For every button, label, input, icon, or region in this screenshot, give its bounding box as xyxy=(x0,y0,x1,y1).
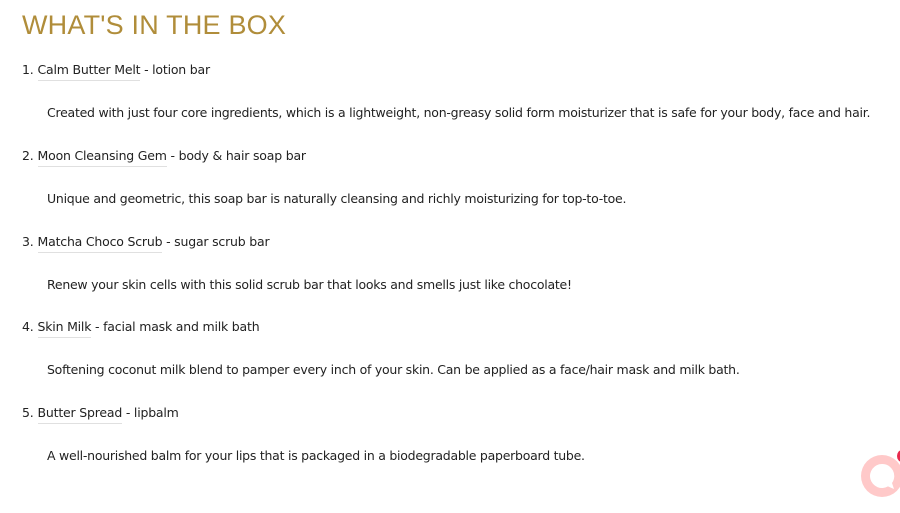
product-link[interactable]: Moon Cleansing Gem xyxy=(38,148,167,167)
item-type: - lotion bar xyxy=(140,62,210,77)
item-heading xyxy=(22,60,210,80)
item-description: Renew your skin cells with this solid scrub bar that looks and smells just like chocolate! xyxy=(47,276,572,292)
product-link[interactable]: Calm Butter Melt xyxy=(38,62,141,81)
product-link[interactable]: Butter Spread xyxy=(38,405,123,424)
box-contents-list xyxy=(22,60,900,489)
product-link[interactable]: Skin Milk xyxy=(38,319,92,338)
item-type: - lipbalm xyxy=(122,405,179,421)
section-title: WHAT'S IN THE BOX xyxy=(22,10,287,40)
list-item xyxy=(22,60,900,146)
chat-bubble-icon xyxy=(858,452,900,500)
item-number: 4. xyxy=(22,319,34,335)
item-description: Unique and geometric, this soap bar is naturally cleansing and richly moisturizing for top-to-toe. xyxy=(47,190,627,206)
item-type: - body & hair soap bar xyxy=(166,147,306,163)
list-item xyxy=(22,146,900,232)
item-number: 5. xyxy=(22,405,34,421)
chat-widget-button[interactable] xyxy=(858,452,900,500)
product-link[interactable]: Matcha Choco Scrub xyxy=(38,234,163,253)
item-number: 3. xyxy=(22,233,34,249)
item-number: 1. xyxy=(22,62,34,77)
item-type: - sugar scrub bar xyxy=(162,233,270,249)
item-number: 2. xyxy=(22,147,34,163)
list-item xyxy=(22,403,900,489)
item-description: Created with just four core ingredients, which is a lightweight, non-greasy solid form moisturizer that is safe for your body, face and hair. xyxy=(47,105,871,120)
item-heading xyxy=(22,403,179,423)
list-item xyxy=(22,317,900,403)
item-heading xyxy=(22,317,259,337)
item-description: A well-nourished balm for your lips that is packaged in a biodegradable paperboard tube. xyxy=(47,448,585,464)
item-heading xyxy=(22,232,269,252)
item-heading xyxy=(22,146,306,166)
item-type: - facial mask and milk bath xyxy=(91,319,260,335)
list-item xyxy=(22,232,900,318)
item-description: Softening coconut milk blend to pamper every inch of your skin. Can be applied as a face/hair mask and milk bath. xyxy=(47,362,740,378)
